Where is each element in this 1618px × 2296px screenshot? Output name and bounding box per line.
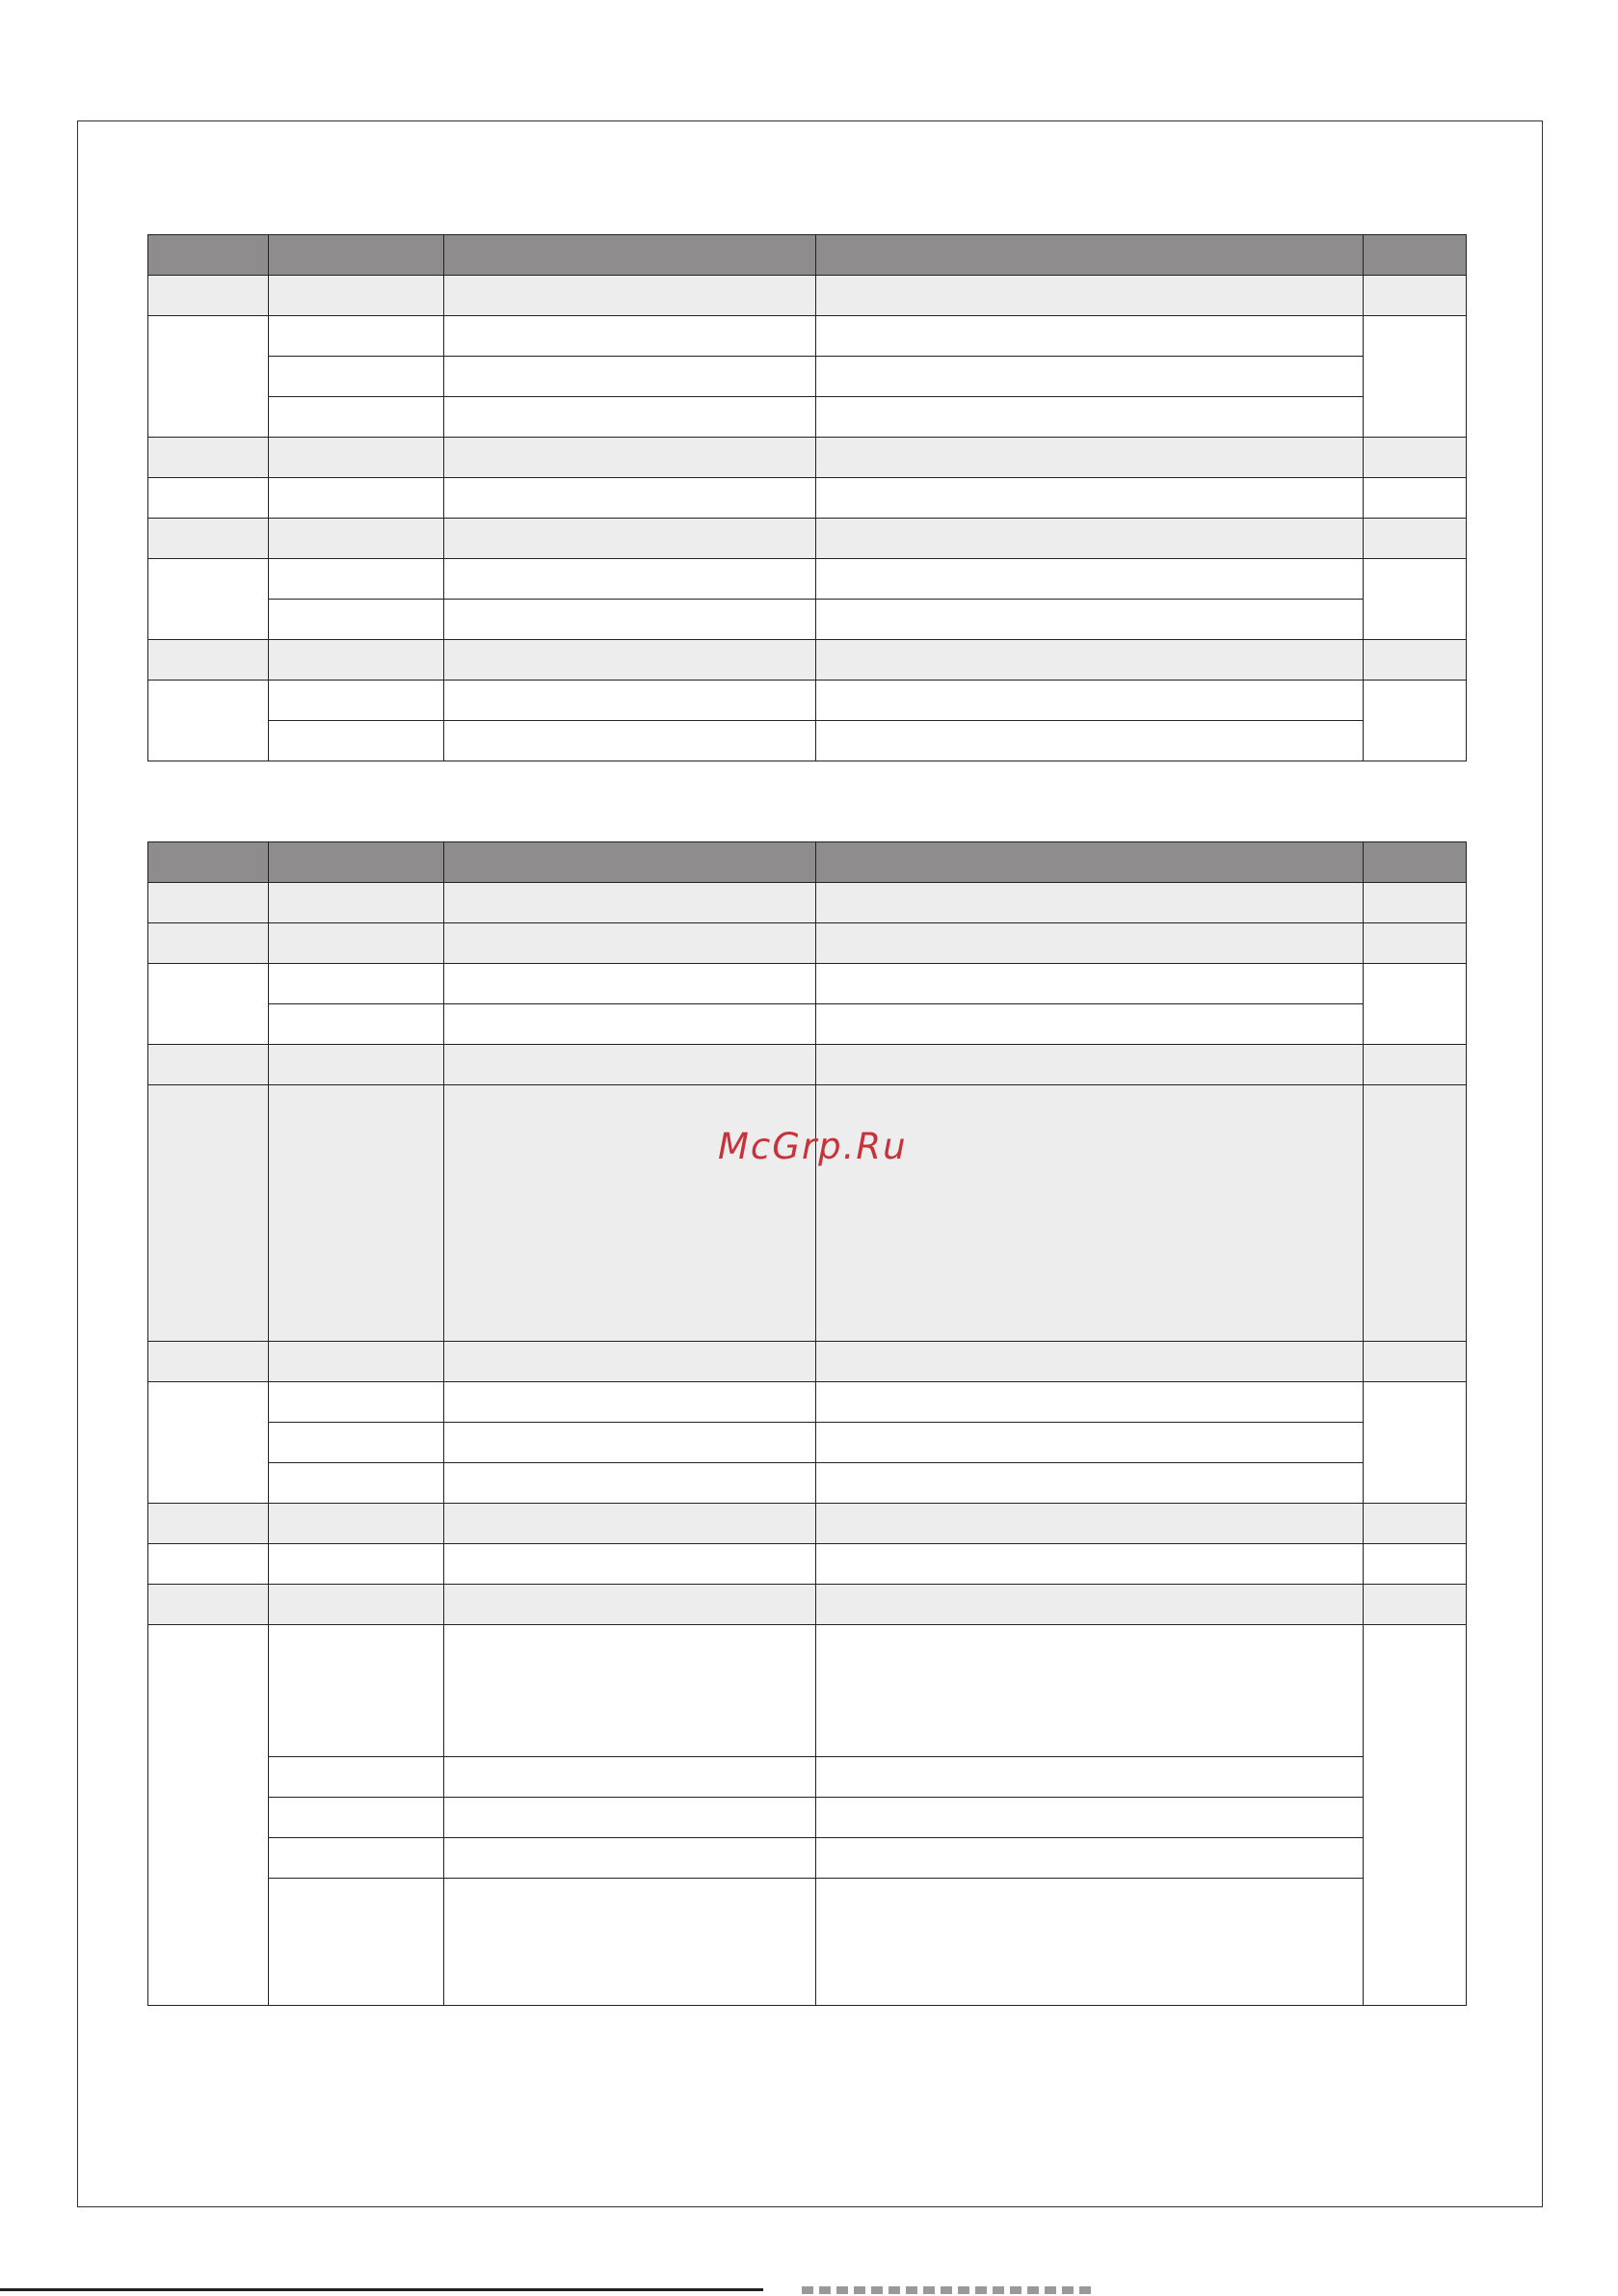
table-row (148, 316, 1467, 357)
table-cell (269, 438, 444, 478)
table-cell (148, 316, 269, 438)
table-cell (269, 1838, 444, 1879)
table-row (148, 1544, 1467, 1585)
table-cell (269, 1342, 444, 1382)
table-cell (148, 1504, 269, 1544)
table-row (148, 721, 1467, 761)
header-cell (269, 842, 444, 883)
table-cell (444, 438, 816, 478)
table-cell (816, 923, 1364, 964)
header-cell (1364, 842, 1467, 883)
table-cell (816, 1085, 1364, 1342)
table-cell (269, 1544, 444, 1585)
table-header-row (148, 842, 1467, 883)
header-cell (148, 235, 269, 276)
table-cell (148, 1585, 269, 1625)
table-cell (444, 1798, 816, 1838)
table-cell (444, 1504, 816, 1544)
table-row (148, 681, 1467, 721)
table-cell (269, 1004, 444, 1045)
table-cell (148, 964, 269, 1045)
table-cell (816, 1838, 1364, 1879)
table-row (148, 640, 1467, 681)
table-cell (444, 1625, 816, 1757)
table-row (148, 1342, 1467, 1382)
table-cell (1364, 923, 1467, 964)
table-cell (269, 276, 444, 316)
table-cell (816, 1585, 1364, 1625)
table-cell (816, 721, 1364, 761)
table-cell (816, 640, 1364, 681)
table-cell (269, 397, 444, 438)
table-cell (1364, 1045, 1467, 1085)
header-cell (816, 842, 1364, 883)
header-cell (269, 235, 444, 276)
table-cell (444, 964, 816, 1004)
table-row (148, 1838, 1467, 1879)
table-cell (1364, 438, 1467, 478)
table-cell (816, 316, 1364, 357)
table-cell (444, 1085, 816, 1342)
table-cell (148, 519, 269, 559)
table-cell (1364, 640, 1467, 681)
table-cell (444, 883, 816, 923)
table-cell (444, 519, 816, 559)
table-cell (269, 883, 444, 923)
table-cell (816, 1463, 1364, 1504)
table-cell (444, 1879, 816, 2006)
table-cell (148, 478, 269, 519)
table-row (148, 1004, 1467, 1045)
table-row (148, 1045, 1467, 1085)
table-cell (269, 1382, 444, 1423)
table-row (148, 1625, 1467, 1757)
table-cell (444, 1342, 816, 1382)
table-row (148, 1757, 1467, 1798)
table-cell (148, 1544, 269, 1585)
table-cell (816, 1879, 1364, 2006)
table-cell (816, 681, 1364, 721)
header-cell (148, 842, 269, 883)
table-cell (444, 397, 816, 438)
table-cell (816, 1625, 1364, 1757)
table-cell (816, 1504, 1364, 1544)
table-cell (148, 1625, 269, 2006)
table-row (148, 1504, 1467, 1544)
table-row (148, 559, 1467, 600)
table-row (148, 923, 1467, 964)
table-cell (269, 923, 444, 964)
table-cell (1364, 519, 1467, 559)
table-row (148, 519, 1467, 559)
table-cell (269, 1045, 444, 1085)
table-cell (269, 600, 444, 640)
header-cell (444, 235, 816, 276)
table-cell (444, 681, 816, 721)
table-row (148, 1423, 1467, 1463)
table-cell (816, 478, 1364, 519)
table-cell (269, 559, 444, 600)
table-cell (816, 1757, 1364, 1798)
table-cell (148, 681, 269, 761)
table-cell (444, 1463, 816, 1504)
table-cell (444, 357, 816, 397)
table-cell (269, 1504, 444, 1544)
table-cell (444, 1838, 816, 1879)
table-cell (816, 276, 1364, 316)
table-cell (1364, 1625, 1467, 2006)
footer-mark (802, 2286, 1091, 2294)
table-cell (269, 357, 444, 397)
table-cell (444, 600, 816, 640)
table-cell (269, 316, 444, 357)
table-cell (269, 519, 444, 559)
table-row (148, 600, 1467, 640)
table-cell (1364, 964, 1467, 1045)
table-cell (1364, 276, 1467, 316)
table-cell (269, 964, 444, 1004)
table-cell (269, 1625, 444, 1757)
table-cell (148, 1085, 269, 1342)
table-row (148, 1585, 1467, 1625)
table-cell (1364, 1544, 1467, 1585)
table-cell (1364, 316, 1467, 438)
table-cell (444, 1004, 816, 1045)
table-cell (444, 1045, 816, 1085)
footer-rule (0, 2288, 763, 2291)
table-row (148, 438, 1467, 478)
table-cell (148, 1342, 269, 1382)
table-cell (269, 1798, 444, 1838)
table-cell (816, 397, 1364, 438)
table-cell (269, 1757, 444, 1798)
table-row (148, 1085, 1467, 1342)
table-cell (816, 1382, 1364, 1423)
table-row (148, 964, 1467, 1004)
table-cell (816, 600, 1364, 640)
table-row (148, 276, 1467, 316)
spec-table-2 (147, 841, 1467, 2006)
table-cell (1364, 1504, 1467, 1544)
table-cell (1364, 478, 1467, 519)
table-cell (444, 1757, 816, 1798)
table-cell (1364, 681, 1467, 761)
table-cell (269, 1585, 444, 1625)
table-cell (816, 438, 1364, 478)
table-cell (444, 640, 816, 681)
table-cell (444, 1423, 816, 1463)
table-cell (1364, 1382, 1467, 1504)
table-cell (816, 883, 1364, 923)
table-cell (816, 1798, 1364, 1838)
table-cell (816, 519, 1364, 559)
table-cell (444, 316, 816, 357)
table-cell (269, 640, 444, 681)
table-cell (1364, 559, 1467, 640)
table-row (148, 1879, 1467, 2006)
table-cell (444, 1544, 816, 1585)
table-cell (444, 923, 816, 964)
table-cell (269, 478, 444, 519)
table-cell (444, 1382, 816, 1423)
table-cell (269, 681, 444, 721)
table-cell (148, 883, 269, 923)
table-cell (816, 1423, 1364, 1463)
watermark-text: McGrp.Ru (718, 1126, 908, 1167)
table-cell (148, 1382, 269, 1504)
table-cell (816, 1045, 1364, 1085)
header-cell (1364, 235, 1467, 276)
table-cell (444, 559, 816, 600)
table-cell (816, 357, 1364, 397)
table-cell (1364, 1342, 1467, 1382)
header-cell (816, 235, 1364, 276)
table-row (148, 1798, 1467, 1838)
table-cell (148, 1045, 269, 1085)
table-cell (816, 559, 1364, 600)
table-row (148, 357, 1467, 397)
spec-table-1 (147, 234, 1467, 761)
table-cell (269, 1085, 444, 1342)
table-cell (269, 1423, 444, 1463)
table-cell (269, 1879, 444, 2006)
header-cell (444, 842, 816, 883)
table-cell (444, 1585, 816, 1625)
table-cell (148, 438, 269, 478)
table-cell (148, 276, 269, 316)
table-cell (444, 721, 816, 761)
table-cell (148, 923, 269, 964)
table-cell (269, 1463, 444, 1504)
table-cell (148, 640, 269, 681)
table-cell (269, 721, 444, 761)
table-row (148, 1463, 1467, 1504)
table-cell (148, 559, 269, 640)
table-cell (816, 1004, 1364, 1045)
table-cell (1364, 1085, 1467, 1342)
table-row (148, 1382, 1467, 1423)
table-row (148, 397, 1467, 438)
table-cell (444, 276, 816, 316)
table-cell (1364, 883, 1467, 923)
table-cell (816, 1544, 1364, 1585)
table-cell (444, 478, 816, 519)
table-row (148, 883, 1467, 923)
table-row (148, 478, 1467, 519)
table-cell (816, 964, 1364, 1004)
table-cell (1364, 1585, 1467, 1625)
table-cell (816, 1342, 1364, 1382)
table-header-row (148, 235, 1467, 276)
